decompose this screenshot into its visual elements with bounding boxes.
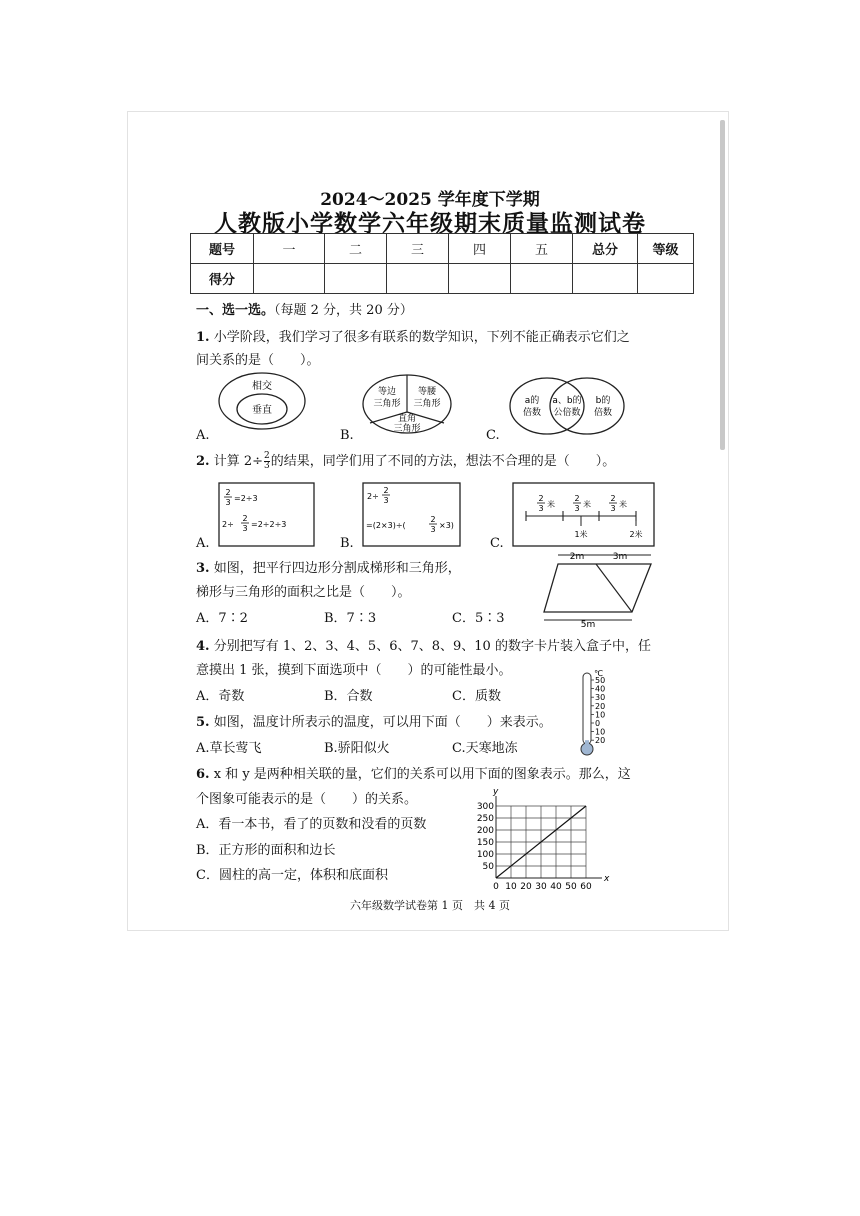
question-number: 6. xyxy=(196,767,210,782)
option-a: A．7∶2 xyxy=(196,611,248,626)
exam-subtitle: 2024～2025 学年度下学期 xyxy=(320,190,540,210)
score-table-header: 等级 xyxy=(638,234,694,264)
q1-diagram-b xyxy=(360,372,455,436)
y-tick-label: 50 xyxy=(482,862,494,872)
method-line: 2÷ xyxy=(222,520,234,529)
x-tick-label: 30 xyxy=(535,882,547,892)
score-table-header: 五 xyxy=(511,234,573,264)
region-label: b的 xyxy=(595,396,611,406)
thermometer-tick-label: 40 xyxy=(595,684,606,694)
fraction-numerator: 2 xyxy=(242,514,248,523)
fraction xyxy=(264,452,270,471)
method-line: =(2×3)÷( xyxy=(366,521,406,530)
y-tick-label: 200 xyxy=(476,826,494,836)
section-heading xyxy=(196,302,413,320)
region-label: 三角形 xyxy=(413,399,441,409)
fraction-denominator: 3 xyxy=(574,504,580,513)
question-1-line1 xyxy=(196,329,630,347)
score-table-header: 题号 xyxy=(191,234,254,264)
q1-diagram-a xyxy=(215,370,310,432)
score-cell xyxy=(511,264,573,294)
q2-diagram-a xyxy=(218,482,316,548)
thermometer-tick-label: 50 xyxy=(595,676,606,685)
option-a: A．奇数 xyxy=(196,689,245,704)
question-5-line1 xyxy=(196,714,552,732)
y-tick-label: 300 xyxy=(476,802,494,812)
scale-label: 1米 xyxy=(574,530,588,539)
question-text: 的结果，同学们用了不同的方法，想法不合理的是（ ）。 xyxy=(270,454,616,469)
question-number: 4. xyxy=(196,639,210,654)
fraction-denominator: 3 xyxy=(430,525,436,534)
question-text: 分别把写有 1、2、3、4、5、6、7、8、9、10 的数字卡片装入盒子中，任 xyxy=(213,639,651,654)
region-label: 倍数 xyxy=(593,408,613,418)
thermometer-unit: ℃ xyxy=(594,669,603,678)
thermometer-tick-label: 30 xyxy=(595,693,606,703)
thermometer-tick-label: 0 xyxy=(595,719,601,728)
option-b: B.骄阳似火 xyxy=(324,741,390,756)
question-3-line2: 梯形与三角形的面积之比是（ ）。 xyxy=(196,585,411,600)
region-label: 等腰 xyxy=(417,387,437,397)
thermometer-mercury xyxy=(585,740,589,746)
score-table-score-row xyxy=(191,264,694,294)
q2-diagram-c xyxy=(512,482,656,548)
option-a: A.草长莺飞 xyxy=(196,741,262,756)
x-tick-label: 20 xyxy=(520,882,532,892)
scale-label: 2米 xyxy=(629,530,643,539)
question-number: 5. xyxy=(196,715,210,730)
fraction-denominator: 3 xyxy=(264,461,270,471)
q2-diagram-b xyxy=(362,482,462,548)
x-tick-label: 60 xyxy=(580,882,592,892)
page-footer: 六年级数学试卷第 1 页 共 4 页 xyxy=(350,899,510,912)
option-c: C．圆柱的高一定，体积和底面积 xyxy=(196,868,388,883)
section-title: 一、选一选。 xyxy=(196,303,275,318)
fraction-denominator: 3 xyxy=(383,496,389,505)
option-b: B．正方形的面积和边长 xyxy=(196,843,336,858)
question-6-line2: 个图象可能表示的是（ ）的关系。 xyxy=(196,792,418,807)
region-label: 直角 xyxy=(397,414,417,424)
option-c: C.天寒地冻 xyxy=(452,741,518,756)
thermometer-tick-label: 10 xyxy=(595,710,606,720)
fraction-numerator: 2 xyxy=(430,515,436,524)
y-tick-label: 250 xyxy=(476,814,494,824)
fraction-numerator: 2 xyxy=(538,494,544,503)
option-b-label: B. xyxy=(340,428,354,443)
region-label: a、b的 xyxy=(552,396,582,406)
dimension-label: 2m xyxy=(569,552,585,562)
q1-diagram-c xyxy=(505,375,630,437)
region-label: 倍数 xyxy=(522,408,542,418)
score-table-header: 三 xyxy=(387,234,449,264)
thermometer-tick-label: 20 xyxy=(595,736,606,746)
region-label: a的 xyxy=(524,396,540,406)
question-number: 2. xyxy=(196,454,210,469)
method-line: ×3) xyxy=(439,521,454,530)
option-a-label: A. xyxy=(196,428,210,443)
option-c: C．质数 xyxy=(452,689,501,704)
exam-title: 人教版小学数学六年级期末质量监测试卷 xyxy=(214,211,646,237)
question-3-line1 xyxy=(196,560,461,578)
fraction-denominator: 3 xyxy=(242,524,248,533)
x-tick-label: 40 xyxy=(550,882,562,892)
unit-label: 米 xyxy=(583,500,591,509)
fraction-numerator: 2 xyxy=(610,494,616,503)
option-c-label: C. xyxy=(490,536,504,551)
option-b-label: B. xyxy=(340,536,354,551)
thermometer-tick-label: 10 xyxy=(595,727,606,737)
y-tick-label: 100 xyxy=(476,850,494,860)
option-b: B．合数 xyxy=(324,689,373,704)
question-2-text xyxy=(196,452,615,471)
question-text: 计算 2÷ xyxy=(213,454,264,469)
fraction-denominator: 3 xyxy=(225,498,231,507)
venn-outer-label: 相交 xyxy=(252,381,272,392)
y-tick-label: 150 xyxy=(476,838,494,848)
dimension-label: 5m xyxy=(580,620,596,628)
method-line: =2÷2÷3 xyxy=(251,520,287,529)
question-text: 小学阶段，我们学习了很多有联系的数学知识，下列不能正确表示它们之 xyxy=(213,330,630,345)
question-text: 如图，温度计所表示的温度，可以用下面（ ）来表示。 xyxy=(213,715,552,730)
question-4-line1 xyxy=(196,638,651,656)
option-a: A．看一本书，看了的页数和没看的页数 xyxy=(196,817,427,832)
region-label: 三角形 xyxy=(393,424,421,434)
thermometer-tick-label: 20 xyxy=(595,701,606,711)
q6-line-graph xyxy=(466,786,626,896)
question-1-line2: 间关系的是（ ）。 xyxy=(196,353,320,368)
dimension-label: 3m xyxy=(612,552,628,562)
fraction-denominator: 3 xyxy=(538,504,544,513)
score-cell xyxy=(449,264,511,294)
score-table-header: 一 xyxy=(254,234,325,264)
unit-label: 米 xyxy=(547,500,555,509)
question-text: 如图，把平行四边形分割成梯形和三角形， xyxy=(213,561,461,576)
score-table xyxy=(190,233,694,294)
region-label: 等边 xyxy=(377,387,397,397)
region-label: 三角形 xyxy=(373,399,401,409)
score-cell xyxy=(573,264,638,294)
x-tick-label: 50 xyxy=(565,882,577,892)
score-row-label: 得分 xyxy=(191,264,254,294)
x-tick-label: 0 xyxy=(493,882,499,892)
question-text: x 和 y 是两种相关联的量，它们的关系可以用下面的图象表示。那么，这 xyxy=(213,767,631,782)
score-table-header-row xyxy=(191,234,694,264)
score-table-header: 四 xyxy=(449,234,511,264)
score-table-header: 总分 xyxy=(573,234,638,264)
score-cell xyxy=(254,264,325,294)
fraction-denominator: 3 xyxy=(610,504,616,513)
score-cell xyxy=(387,264,449,294)
option-a-label: A. xyxy=(196,536,210,551)
option-b: B．7∶3 xyxy=(324,611,377,626)
fraction-numerator: 2 xyxy=(264,451,270,461)
fraction-numerator: 2 xyxy=(383,486,389,495)
question-number: 1. xyxy=(196,330,210,345)
section-note: （每题 2 分，共 20 分） xyxy=(274,303,413,318)
question-6-line1 xyxy=(196,766,631,784)
venn-inner-label: 垂直 xyxy=(252,405,272,416)
fraction-numerator: 2 xyxy=(574,494,580,503)
option-c: C．5∶3 xyxy=(452,611,505,626)
method-line: =2÷3 xyxy=(234,494,258,503)
y-axis-label: y xyxy=(493,787,499,797)
method-line: 2÷ xyxy=(367,492,379,501)
score-table-header: 二 xyxy=(325,234,387,264)
question-4-line2: 意摸出 1 张，摸到下面选项中（ ）的可能性最小。 xyxy=(196,663,512,678)
x-tick-label: 10 xyxy=(505,882,517,892)
thermometer-scale xyxy=(591,676,605,745)
score-cell xyxy=(638,264,694,294)
score-cell xyxy=(325,264,387,294)
x-axis-label: x xyxy=(604,874,610,884)
q3-parallelogram-diagram xyxy=(540,548,660,628)
unit-label: 米 xyxy=(619,500,627,509)
fraction-numerator: 2 xyxy=(225,488,231,497)
question-number: 3. xyxy=(196,561,210,576)
scrollbar[interactable] xyxy=(720,120,725,450)
thermometer-figure xyxy=(574,668,622,760)
option-c-label: C. xyxy=(486,428,500,443)
region-label: 公倍数 xyxy=(553,408,581,418)
